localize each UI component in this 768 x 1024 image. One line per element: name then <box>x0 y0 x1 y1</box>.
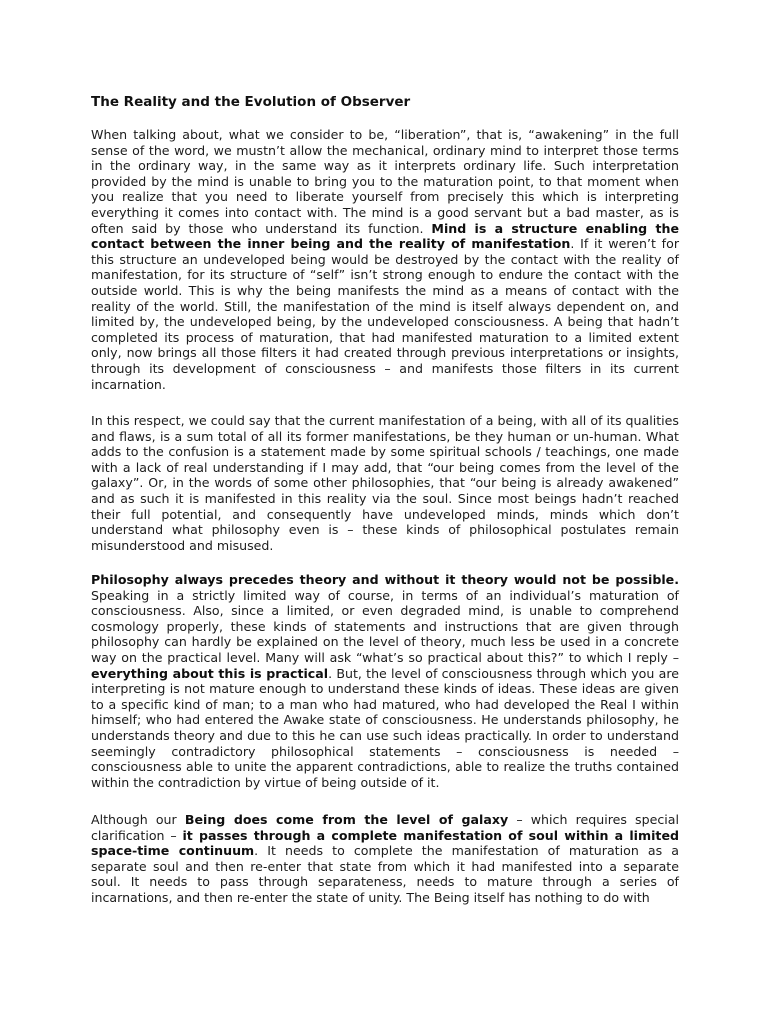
text-run: Speaking in a strictly limited way of course, in terms of an individual’s maturation of consciousness. Also, since a limited, or even degraded mind, is unable to comprehend cosmology properly, these kinds of statements and instructions that are given through philosophy can hardly be explained on the level of theory, much less be used in a concrete way on the practical level. Many will ask “what’s so practical about this?” to which I reply – <box>91 587 679 665</box>
bold-text-run: everything about this is practical <box>91 665 329 681</box>
text-run: – which requires special clarification – <box>91 812 680 843</box>
bold-text-run: Being does come from the level of galaxy <box>184 812 509 827</box>
text-run: When talking about, what we consider to be, “liberation”, that is, “awakening” in the full sense of the word, we mustn’t allow the mechanical, ordinary mind to interpret those terms in the ordinary way, in the same way as it interprets ordinary life. Such interpretation provided by the mind is unable to bring you to the maturation point, to that moment when you realize that you need to liberate yourself from precisely this which is interpreting everything it comes into contact with. The mind is a good servant but a bad master, as is often said by those who understand its function. <box>91 127 679 236</box>
bold-text-run: Philosophy always precedes theory and without it theory would not be possible. <box>91 572 679 587</box>
text-run: . If it weren’t for this structure an undeveloped being would be destroyed by the contact with the reality of manifestation, for its structure of “self” isn’t strong enough to endure the contact with the outside world. This is why the being manifests the mind as a means of contact with the reality of the world. Still, the manifestation of the mind is itself always dependent on, and limited by, the undeveloped being, by the undeveloped consciousness. A being that hadn’t completed its process of maturation, that had manifested maturation to a limited extent only, now brings all those filters it had created through previous interpretations or insights, through its development of consciousness – and manifests those filters in its current incarnation. <box>91 236 679 392</box>
text-run: In this respect, we could say that the current manifestation of a being, with all of its qualities and flaws, is a sum total of all its former manifestations, be they human or un-human. What adds to the confusion is a statement made by some spiritual schools / teachings, one made with a lack of real understanding if I may add, that “our being comes from the level of the galaxy”. Or, in the words of some other philosophies, that “our being is already awakened” and as such it is manifested in this reality via the soul. Since most beings hadn’t reached their full potential, and consequently have undeveloped minds, minds which don’t understand what philosophy even is – these kinds of philosophical postulates remain misunderstood and misused. <box>91 413 679 553</box>
text-run: . It needs to complete the manifestation of maturation as a separate soul and then re-enter that state from which it had manifested into a separate soul. It needs to pass through separateness, needs to mature through a series of incarnations, and then re-enter the state of unity. The Being itself has nothing to do with <box>91 843 679 905</box>
paragraph-2 <box>91 413 679 553</box>
paragraph-3 <box>91 572 679 790</box>
text-run: . But, the level of consciousness through which you are interpreting is not mature enough to understand these kinds of ideas. These ideas are given to a specific kind of man; to a man who had matured, who had developed the Real I within himself; who had entered the Awake state of consciousness. He understands philosophy, he understands theory and due to this he can use such ideas practically. In order to understand seemingly contradictory philosophical statements – consciousness is needed – consciousness able to unite the apparent contradictions, able to realize the truths contained within the contradiction by virtue of being outside of it. <box>91 665 679 790</box>
paragraph-1 <box>91 127 679 392</box>
text-run: Although our <box>91 812 185 827</box>
paragraph-4 <box>91 812 679 906</box>
bold-text-run: Mind is a structure enabling the contact between the inner being and the reality of manifestation <box>91 220 680 252</box>
document-title: The Reality and the Evolution of Observer <box>91 94 411 110</box>
bold-text-run: it passes through a complete manifestation of soul within a limited space-time continuum <box>91 827 679 859</box>
